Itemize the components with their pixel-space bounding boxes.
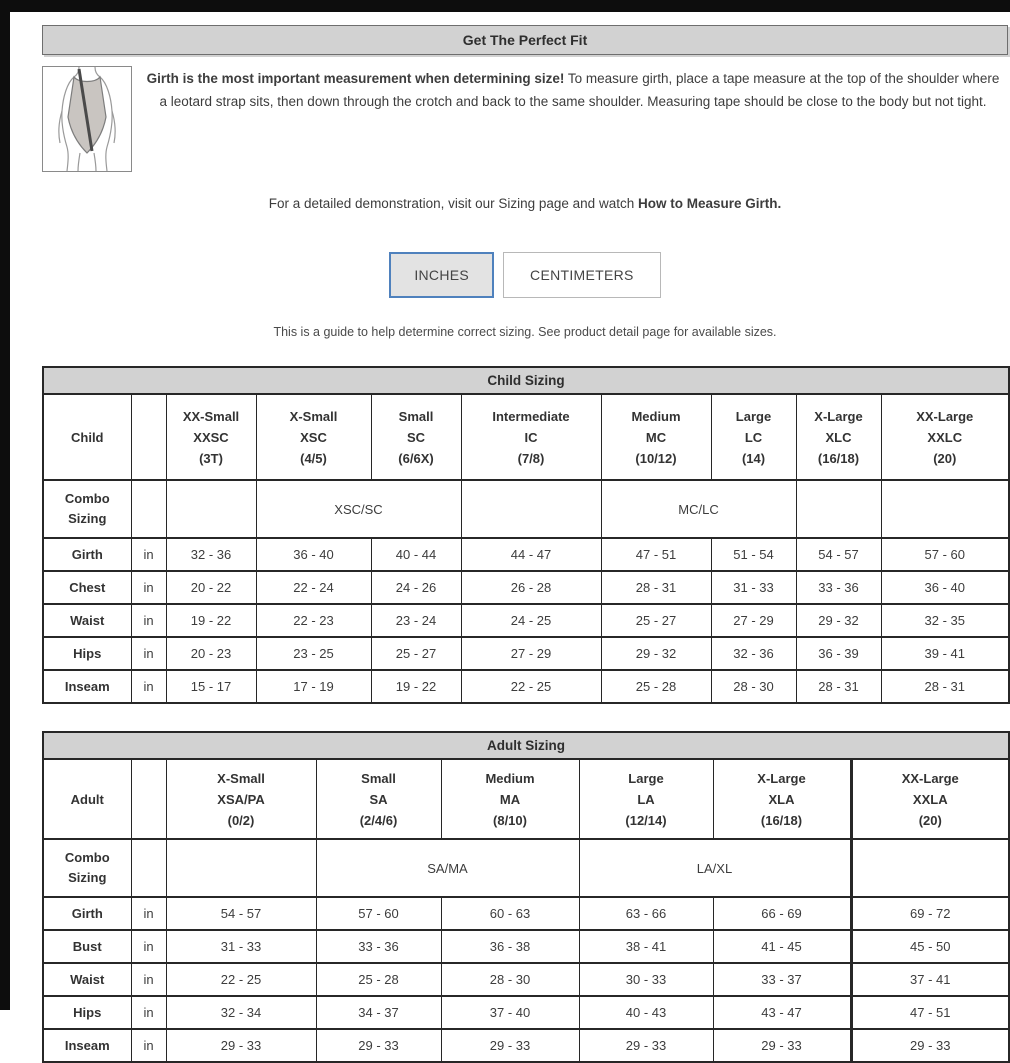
size-range-cell: 47 - 51 xyxy=(851,996,1009,1029)
row-label-hips: Hips xyxy=(43,996,131,1029)
size-range-cell: 22 - 25 xyxy=(461,670,601,703)
size-column-large: Large LA (12/14) xyxy=(579,759,713,839)
size-column-x-small: X-Small XSA/PA (0/2) xyxy=(166,759,316,839)
demo-text: For a detailed demonstration, visit our Sizing page and watch xyxy=(268,196,638,211)
row-label-waist: Waist xyxy=(43,604,131,637)
leotard-girth-measurement-diagram xyxy=(42,66,132,172)
size-range-cell: 29 - 33 xyxy=(166,1029,316,1062)
unit-cell: in xyxy=(131,963,166,996)
combo-group xyxy=(881,480,1009,538)
unit-cell: in xyxy=(131,897,166,930)
size-range-cell: 54 - 57 xyxy=(166,897,316,930)
combo-group-sa-ma: SA/MA xyxy=(316,839,579,897)
unit-cell: in xyxy=(131,571,166,604)
size-column-small: Small SC (6/6X) xyxy=(371,394,461,480)
size-range-cell: 32 - 34 xyxy=(166,996,316,1029)
size-range-cell: 29 - 33 xyxy=(713,1029,851,1062)
size-range-cell: 28 - 30 xyxy=(711,670,796,703)
combo-unit-cell xyxy=(131,480,166,538)
size-range-cell: 36 - 38 xyxy=(441,930,579,963)
size-range-cell: 37 - 40 xyxy=(441,996,579,1029)
size-range-cell: 33 - 36 xyxy=(316,930,441,963)
size-column-x-small: X-Small XSC (4/5) xyxy=(256,394,371,480)
size-range-cell: 47 - 51 xyxy=(601,538,711,571)
unit-cell: in xyxy=(131,996,166,1029)
combo-group-xsc-sc: XSC/SC xyxy=(256,480,461,538)
size-range-cell: 40 - 43 xyxy=(579,996,713,1029)
centimeters-button[interactable]: CENTIMETERS xyxy=(503,252,661,298)
size-range-cell: 30 - 33 xyxy=(579,963,713,996)
size-range-cell: 31 - 33 xyxy=(166,930,316,963)
size-range-cell: 33 - 37 xyxy=(713,963,851,996)
row-header-adult: Adult xyxy=(43,759,131,839)
row-label-inseam: Inseam xyxy=(43,670,131,703)
size-range-cell: 41 - 45 xyxy=(713,930,851,963)
size-range-cell: 26 - 28 xyxy=(461,571,601,604)
size-column-intermediate: Intermediate IC (7/8) xyxy=(461,394,601,480)
size-range-cell: 24 - 26 xyxy=(371,571,461,604)
unit-cell: in xyxy=(131,1029,166,1062)
unit-cell: in xyxy=(131,604,166,637)
size-range-cell: 22 - 23 xyxy=(256,604,371,637)
row-label-chest: Chest xyxy=(43,571,131,604)
size-range-cell: 19 - 22 xyxy=(371,670,461,703)
size-range-cell: 15 - 17 xyxy=(166,670,256,703)
row-label-waist: Waist xyxy=(43,963,131,996)
row-label-girth: Girth xyxy=(43,538,131,571)
size-column-x-large: X-Large XLA (16/18) xyxy=(713,759,851,839)
size-range-cell: 28 - 30 xyxy=(441,963,579,996)
size-range-cell: 60 - 63 xyxy=(441,897,579,930)
size-range-cell: 25 - 27 xyxy=(601,604,711,637)
size-range-cell: 36 - 40 xyxy=(256,538,371,571)
size-range-cell: 28 - 31 xyxy=(601,571,711,604)
girth-instructions-rest: To measure girth, place a tape measure at the top of the shoulder where a leotard strap sits, then down through the crotch and back to the same shoulder. Measuring tape should be close to the body but not tight. xyxy=(159,71,1000,109)
combo-group xyxy=(166,480,256,538)
size-range-cell: 29 - 33 xyxy=(851,1029,1009,1062)
size-column-xx-large: XX-Large XXLC (20) xyxy=(881,394,1009,480)
size-range-cell: 44 - 47 xyxy=(461,538,601,571)
size-range-cell: 29 - 32 xyxy=(796,604,881,637)
size-range-cell: 38 - 41 xyxy=(579,930,713,963)
window-top-edge xyxy=(0,0,1010,12)
size-range-cell: 69 - 72 xyxy=(851,897,1009,930)
size-range-cell: 39 - 41 xyxy=(881,637,1009,670)
size-range-cell: 45 - 50 xyxy=(851,930,1009,963)
size-range-cell: 43 - 47 xyxy=(713,996,851,1029)
combo-sizing-label: Combo Sizing xyxy=(43,839,131,897)
unit-toggle xyxy=(42,252,1008,298)
size-range-cell: 22 - 25 xyxy=(166,963,316,996)
leotard-figure-illustration xyxy=(43,67,131,171)
size-range-cell: 27 - 29 xyxy=(711,604,796,637)
inches-button[interactable]: INCHES xyxy=(389,252,494,298)
size-range-cell: 57 - 60 xyxy=(881,538,1009,571)
size-range-cell: 25 - 28 xyxy=(316,963,441,996)
size-range-cell: 23 - 25 xyxy=(256,637,371,670)
size-column-x-large: X-Large XLC (16/18) xyxy=(796,394,881,480)
row-label-hips: Hips xyxy=(43,637,131,670)
size-range-cell: 32 - 36 xyxy=(711,637,796,670)
intro-section xyxy=(42,66,1008,172)
adult-sizing-title: Adult Sizing xyxy=(43,732,1009,759)
guide-note: This is a guide to help determine correct sizing. See product detail page for available sizes. xyxy=(273,325,777,339)
size-column-xx-large: XX-Large XXLA (20) xyxy=(851,759,1009,839)
combo-group-la-xl: LA/XL xyxy=(579,839,851,897)
size-range-cell: 29 - 33 xyxy=(316,1029,441,1062)
demo-bold: How to Measure Girth. xyxy=(637,196,782,211)
adult-sizing-table xyxy=(42,731,1010,1063)
size-range-cell: 66 - 69 xyxy=(713,897,851,930)
size-range-cell: 63 - 66 xyxy=(579,897,713,930)
unit-cell: in xyxy=(131,538,166,571)
size-range-cell: 33 - 36 xyxy=(796,571,881,604)
combo-group xyxy=(461,480,601,538)
size-range-cell: 29 - 32 xyxy=(601,637,711,670)
combo-group xyxy=(166,839,316,897)
size-range-cell: 40 - 44 xyxy=(371,538,461,571)
size-range-cell: 31 - 33 xyxy=(711,571,796,604)
size-range-cell: 32 - 36 xyxy=(166,538,256,571)
size-column-xx-small: XX-Small XXSC (3T) xyxy=(166,394,256,480)
size-range-cell: 28 - 31 xyxy=(796,670,881,703)
row-header-child: Child xyxy=(43,394,131,480)
size-range-cell: 37 - 41 xyxy=(851,963,1009,996)
unit-cell: in xyxy=(131,637,166,670)
combo-group-mc-lc: MC/LC xyxy=(601,480,796,538)
girth-instructions xyxy=(132,66,1008,113)
size-range-cell: 24 - 25 xyxy=(461,604,601,637)
window-left-edge xyxy=(0,0,10,1010)
unit-cell: in xyxy=(131,930,166,963)
size-column-medium: Medium MA (8/10) xyxy=(441,759,579,839)
size-column-large: Large LC (14) xyxy=(711,394,796,480)
child-sizing-table xyxy=(42,366,1010,704)
combo-group xyxy=(851,839,1009,897)
unit-header-cell xyxy=(131,759,166,839)
row-label-inseam: Inseam xyxy=(43,1029,131,1062)
size-range-cell: 17 - 19 xyxy=(256,670,371,703)
combo-group xyxy=(796,480,881,538)
row-label-bust: Bust xyxy=(43,930,131,963)
size-range-cell: 25 - 28 xyxy=(601,670,711,703)
size-range-cell: 20 - 22 xyxy=(166,571,256,604)
size-range-cell: 57 - 60 xyxy=(316,897,441,930)
size-range-cell: 22 - 24 xyxy=(256,571,371,604)
size-range-cell: 23 - 24 xyxy=(371,604,461,637)
unit-cell: in xyxy=(131,670,166,703)
page-title: Get The Perfect Fit xyxy=(42,25,1008,55)
size-range-cell: 29 - 33 xyxy=(441,1029,579,1062)
size-column-medium: Medium MC (10/12) xyxy=(601,394,711,480)
size-range-cell: 25 - 27 xyxy=(371,637,461,670)
size-range-cell: 36 - 39 xyxy=(796,637,881,670)
combo-unit-cell xyxy=(131,839,166,897)
size-range-cell: 19 - 22 xyxy=(166,604,256,637)
combo-sizing-label: Combo Sizing xyxy=(43,480,131,538)
size-range-cell: 27 - 29 xyxy=(461,637,601,670)
child-sizing-title: Child Sizing xyxy=(43,367,1009,394)
demo-line xyxy=(42,196,1008,211)
size-column-small: Small SA (2/4/6) xyxy=(316,759,441,839)
girth-instructions-bold: Girth is the most important measurement when determining size! xyxy=(146,71,565,86)
size-range-cell: 32 - 35 xyxy=(881,604,1009,637)
size-range-cell: 54 - 57 xyxy=(796,538,881,571)
size-range-cell: 36 - 40 xyxy=(881,571,1009,604)
size-range-cell: 20 - 23 xyxy=(166,637,256,670)
size-range-cell: 34 - 37 xyxy=(316,996,441,1029)
size-range-cell: 51 - 54 xyxy=(711,538,796,571)
row-label-girth: Girth xyxy=(43,897,131,930)
size-range-cell: 29 - 33 xyxy=(579,1029,713,1062)
sizing-guide-page xyxy=(42,12,1008,1063)
unit-header-cell xyxy=(131,394,166,480)
size-range-cell: 28 - 31 xyxy=(881,670,1009,703)
